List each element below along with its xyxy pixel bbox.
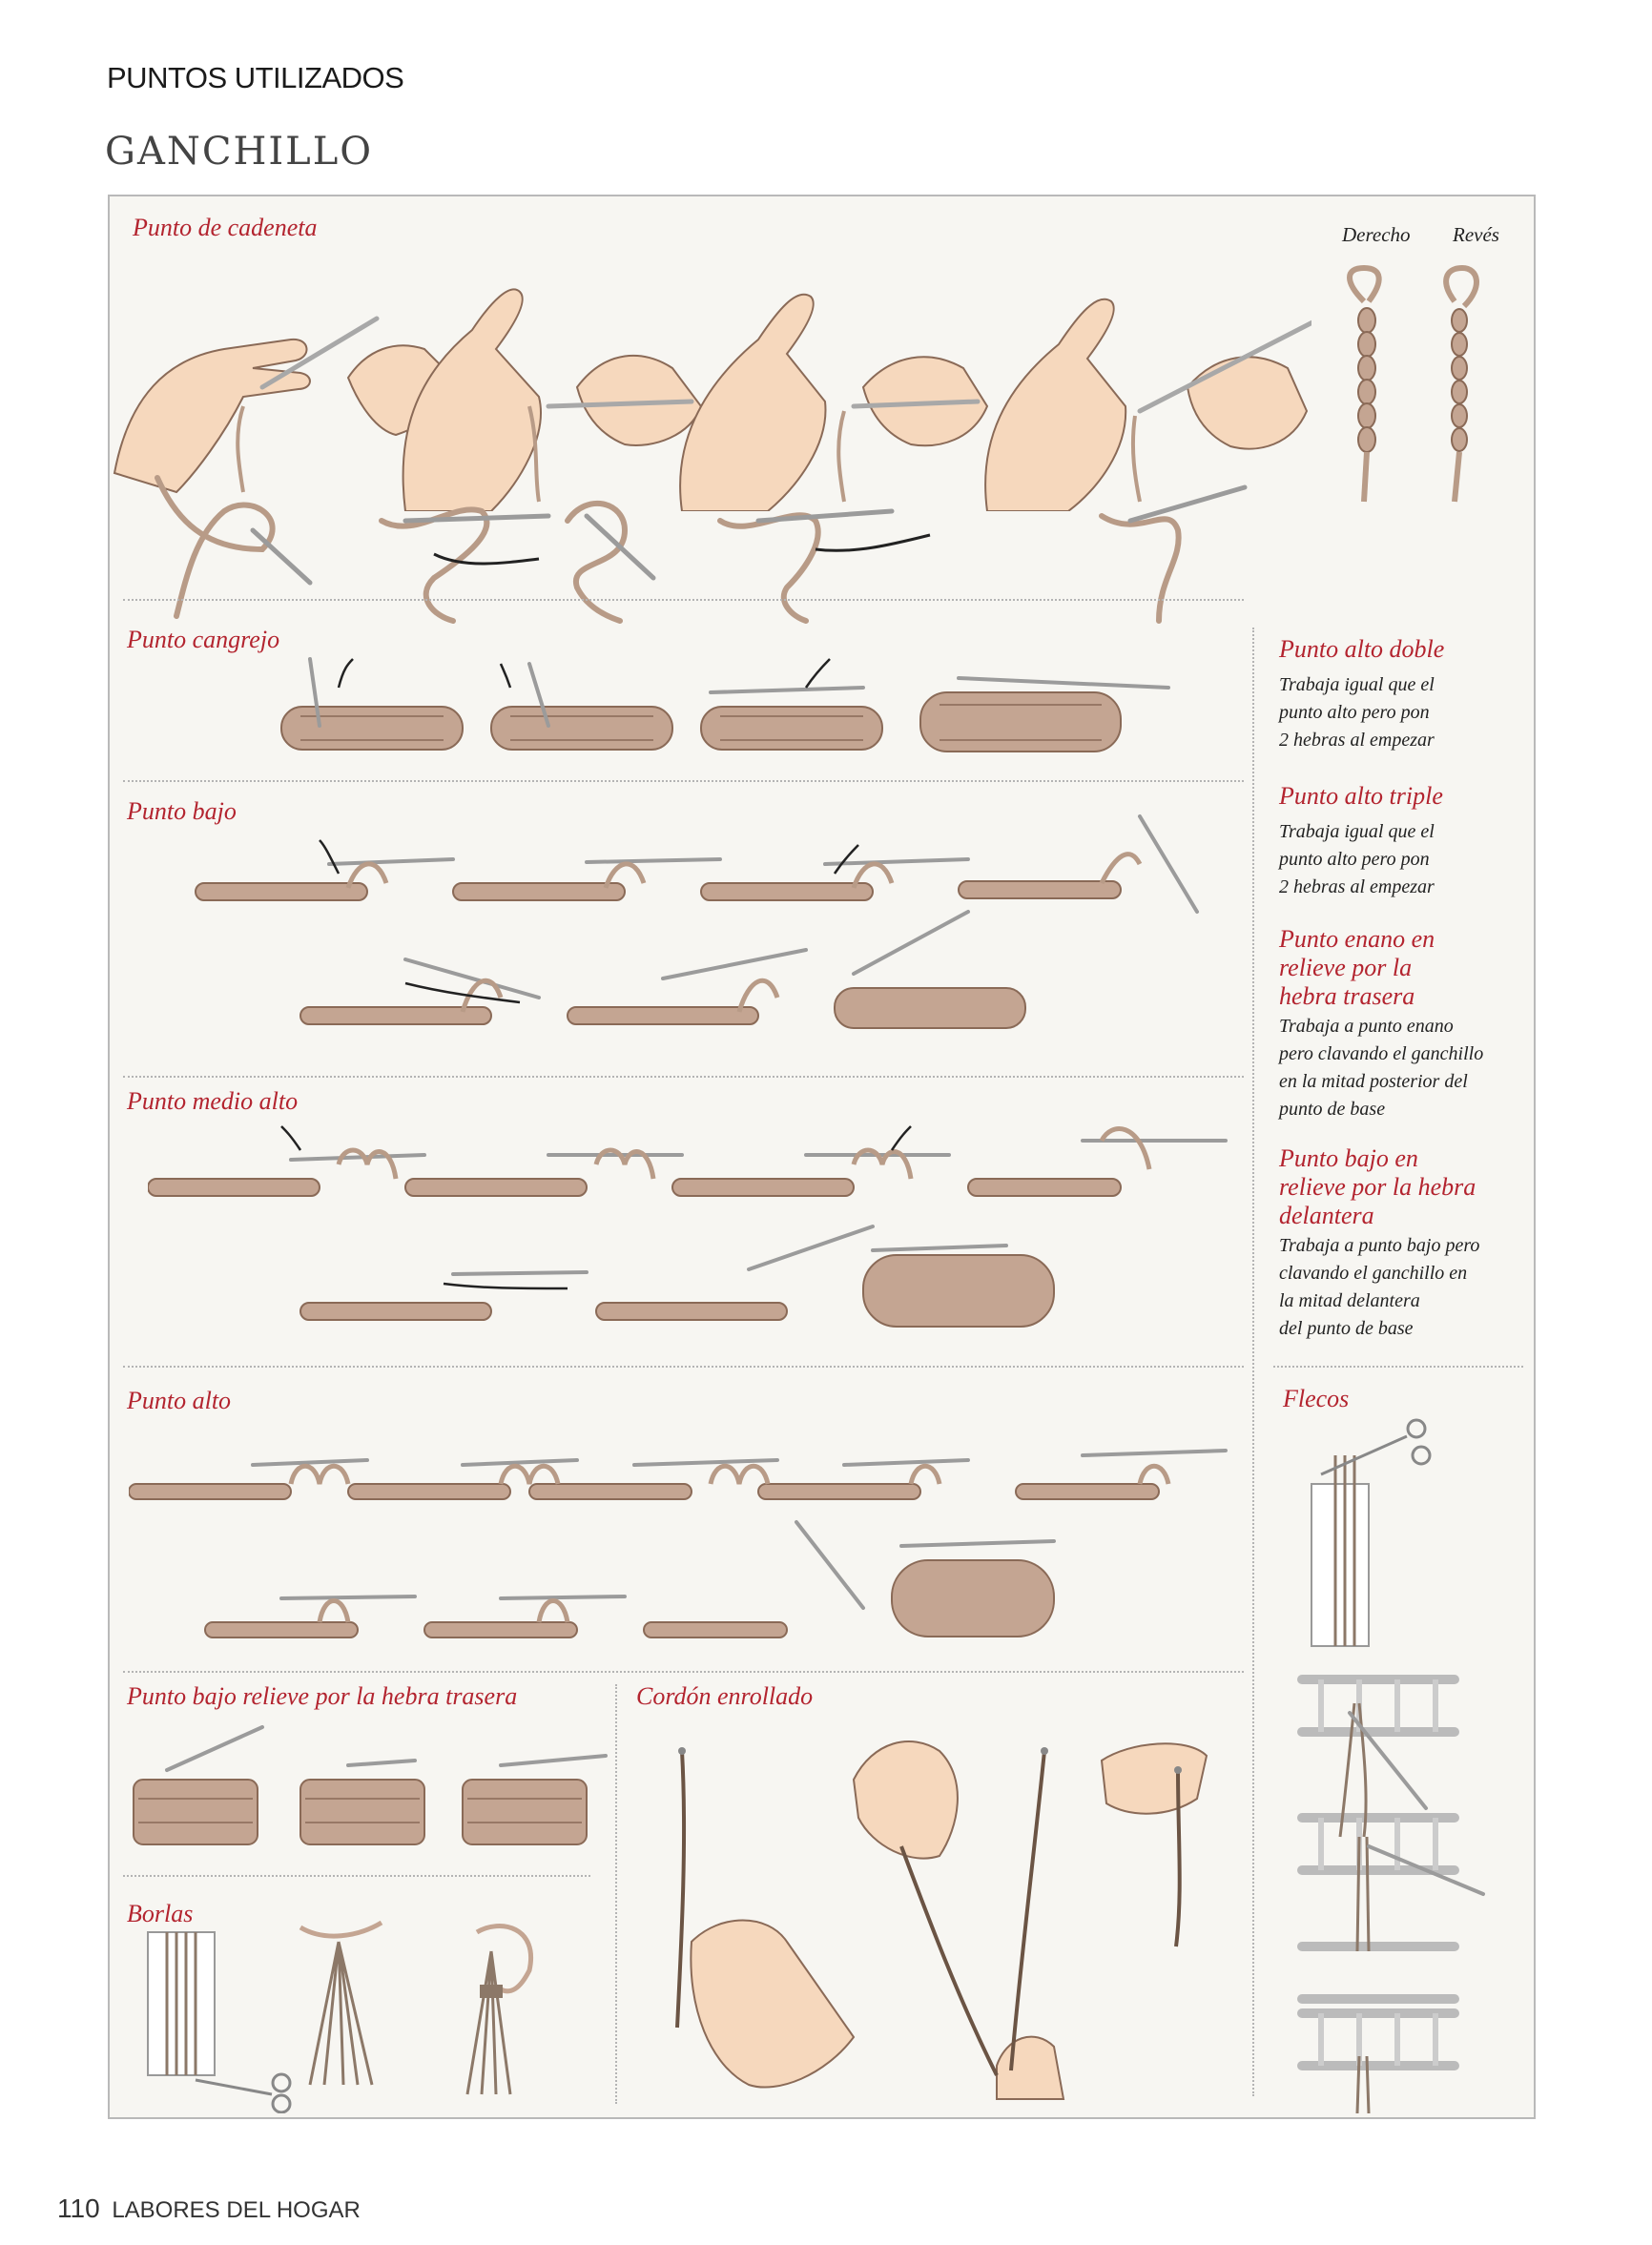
publication-name: LABORES DEL HOGAR xyxy=(112,2197,361,2223)
page-kicker: PUNTOS UTILIZADOS xyxy=(107,61,404,94)
sidebar-title-line: Punto bajo en xyxy=(1279,1144,1418,1172)
sidebar-line: del punto de base xyxy=(1279,1318,1414,1339)
section-title-alto: Punto alto xyxy=(127,1387,232,1414)
sidebar-text-alto-triple xyxy=(1279,818,1527,901)
borlas-illustration xyxy=(138,1913,596,2113)
sidebar-title-line: hebra trasera xyxy=(1279,982,1415,1010)
bajo-illustration xyxy=(186,807,1254,1064)
sidebar-title-line: Punto enano en xyxy=(1279,925,1435,953)
label-derecho: Derecho xyxy=(1342,223,1411,246)
sidebar-text-enano-relieve xyxy=(1279,1013,1537,1123)
divider xyxy=(123,1076,1244,1078)
sidebar-title-line: relieve por la hebra xyxy=(1279,1173,1476,1201)
sidebar-line: Trabaja a punto bajo pero xyxy=(1279,1235,1480,1256)
section-title-medio-alto: Punto medio alto xyxy=(127,1087,299,1115)
divider xyxy=(123,1366,1244,1368)
sidebar-title-line: relieve por la xyxy=(1279,954,1413,981)
page-title: GANCHILLO xyxy=(105,130,374,174)
alto-illustration xyxy=(129,1408,1254,1675)
divider xyxy=(123,1875,590,1877)
section-title-borlas: Borlas xyxy=(127,1900,194,1927)
sidebar-title-enano-relieve xyxy=(1279,925,1435,1011)
section-title-bajo: Punto bajo xyxy=(127,797,237,825)
stitch-panel xyxy=(108,195,1536,2119)
sidebar-line: en la mitad posterior del xyxy=(1279,1071,1468,1092)
cadeneta-loop-diagrams xyxy=(148,463,1254,626)
divider xyxy=(123,599,1244,601)
sidebar-line: punto alto pero pon xyxy=(1279,849,1430,870)
sidebar-line: la mitad delantera xyxy=(1279,1290,1420,1311)
sidebar-line: punto de base xyxy=(1279,1099,1386,1120)
sidebar-line: Trabaja igual que el xyxy=(1279,674,1435,695)
page-footer xyxy=(57,2194,361,2224)
sidebar-title-alto-triple: Punto alto triple xyxy=(1279,782,1443,810)
label-reves: Revés xyxy=(1453,223,1499,246)
section-title-cangrejo: Punto cangrejo xyxy=(127,626,280,653)
sidebar-text-alto-doble xyxy=(1279,671,1527,754)
sidebar-line: clavando el ganchillo en xyxy=(1279,1263,1468,1284)
cangrejo-illustration xyxy=(253,649,1254,764)
divider xyxy=(123,780,1244,782)
section-title-flecos: Flecos xyxy=(1283,1385,1350,1412)
sidebar-title-line: delantera xyxy=(1279,1202,1374,1229)
bajo-relieve-trasera-illustration xyxy=(129,1713,625,1856)
section-title-bajo-relieve-trasera: Punto bajo relieve por la hebra trasera xyxy=(127,1682,518,1710)
page-number: 110 xyxy=(57,2194,100,2223)
cadeneta-chain-samples xyxy=(1321,263,1512,511)
sidebar-title-bajo-delantera xyxy=(1279,1144,1476,1230)
sidebar-line: punto alto pero pon xyxy=(1279,702,1430,723)
column-divider xyxy=(615,1684,617,2104)
sidebar-line: Trabaja igual que el xyxy=(1279,821,1435,842)
medio-alto-illustration xyxy=(148,1112,1254,1341)
section-title-cadeneta: Punto de cadeneta xyxy=(133,214,318,241)
sidebar-title-alto-doble: Punto alto doble xyxy=(1279,635,1445,663)
divider xyxy=(1273,1366,1523,1368)
sidebar-line: pero clavando el ganchillo xyxy=(1279,1043,1484,1064)
sidebar-text-bajo-delantera xyxy=(1279,1232,1537,1343)
cordon-illustration xyxy=(634,1722,1245,2104)
divider xyxy=(123,1671,1244,1673)
sidebar-line: Trabaja a punto enano xyxy=(1279,1016,1454,1037)
sidebar-line: 2 hebras al empezar xyxy=(1279,730,1435,751)
section-title-cordon: Cordón enrollado xyxy=(636,1682,814,1710)
flecos-illustration xyxy=(1292,1417,1521,2113)
sidebar-line: 2 hebras al empezar xyxy=(1279,876,1435,897)
